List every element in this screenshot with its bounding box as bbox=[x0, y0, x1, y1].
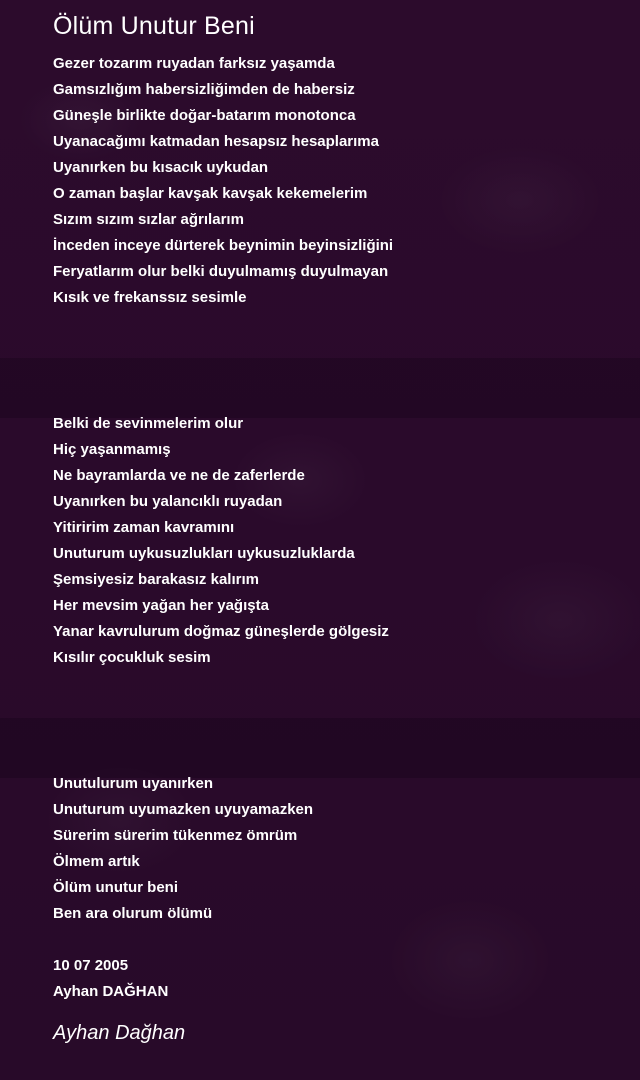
poem-line: O zaman başlar kavşak kavşak kekemelerim bbox=[53, 185, 368, 202]
poem-line: Uyanırken bu yalancıklı ruyadan bbox=[53, 493, 283, 510]
poem-title: Ölüm Unutur Beni bbox=[53, 12, 255, 40]
poem-line: Gezer tozarım ruyadan farksız yaşamda bbox=[53, 55, 335, 72]
poem-line: Her mevsim yağan her yağışta bbox=[53, 597, 269, 614]
stanza-divider-band bbox=[0, 358, 640, 418]
author-signature: Ayhan Dağhan bbox=[53, 1022, 186, 1044]
poem-line: Uyanırken bu kısacık uykudan bbox=[53, 159, 269, 176]
poem-line: Gamsızlığım habersizliğimden de habersiz bbox=[53, 81, 355, 98]
poem-line: Şemsiyesiz barakasız kalırım bbox=[53, 571, 259, 588]
poem-line: Kısılır çocukluk sesim bbox=[53, 649, 211, 666]
poem-line: Yanar kavrulurum doğmaz güneşlerde gölgesiz bbox=[53, 623, 389, 640]
stanza-divider-band bbox=[0, 718, 640, 778]
poem-line: Sürerim sürerim tükenmez ömrüm bbox=[53, 827, 298, 844]
poem-author: Ayhan DAĞHAN bbox=[53, 983, 169, 1000]
poem-line: Ölmem artık bbox=[53, 853, 140, 870]
poem-line: Ben ara olurum ölümü bbox=[53, 905, 213, 922]
poem-line: Feryatlarım olur belki duyulmamış duyulmayan bbox=[53, 263, 389, 280]
poem-line: Hiç yaşanmamış bbox=[53, 441, 171, 458]
poem-date: 10 07 2005 bbox=[53, 957, 129, 974]
poem-line: İnceden inceye dürterek beynimin beyinsizliğini bbox=[53, 237, 394, 254]
poem-footer bbox=[53, 953, 168, 1005]
poem-stanza-1 bbox=[53, 51, 393, 311]
poem-stanza-3 bbox=[53, 771, 313, 927]
poem-line: Güneşle birlikte doğar-batarım monotonca bbox=[53, 107, 356, 124]
poem-line: Unuturum uyumazken uyuyamazken bbox=[53, 801, 314, 818]
poem-stanza-2 bbox=[53, 411, 389, 671]
poem-line: Ne bayramlarda ve ne de zaferlerde bbox=[53, 467, 305, 484]
poem-line: Unutulurum uyanırken bbox=[53, 775, 214, 792]
poem-line: Kısık ve frekanssız sesimle bbox=[53, 289, 247, 306]
poem-line: Sızım sızım sızlar ağrılarım bbox=[53, 211, 244, 228]
poem-line: Belki de sevinmelerim olur bbox=[53, 415, 244, 432]
poem-line: Uyanacağımı katmadan hesapsız hesaplarıma bbox=[53, 133, 379, 150]
poem-line: Unuturum uykusuzlukları uykusuzluklarda bbox=[53, 545, 355, 562]
poem-line: Ölüm unutur beni bbox=[53, 879, 178, 896]
poem-line: Yitiririm zaman kavramını bbox=[53, 519, 235, 536]
